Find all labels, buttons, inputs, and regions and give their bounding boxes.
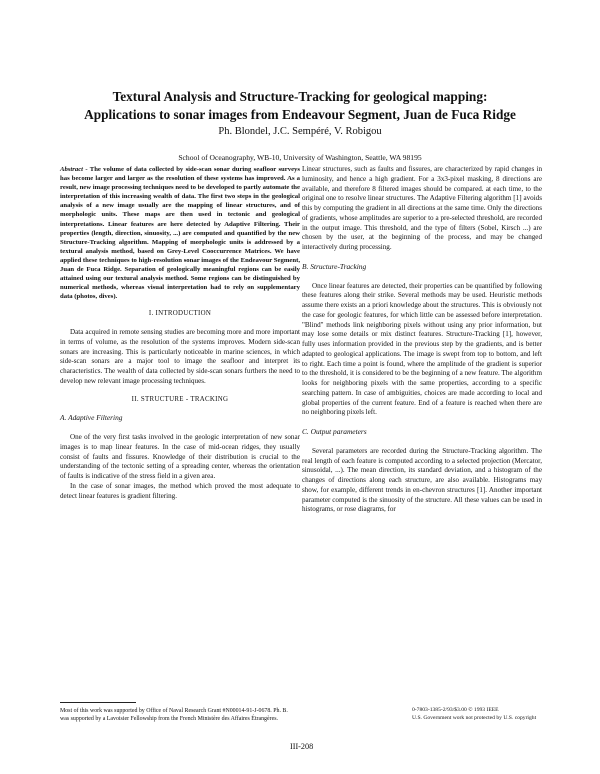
right-column xyxy=(302,165,542,515)
structure-tracking-paragraph: Once linear features are detected, their properties can be quantified by following these features along their strike. Several methods may be used. Heuristic methods assume there exists an a priori knowledge about the structures. This is obviously not the case for geologic features, for which little can be assessed before interpretation. "Blind" methods link neighboring pixels without using any prior information, but may lose some details or mix distinct features. Structure-Tracking [1], however, fully uses information provided in the previous step by the gradients, and is better adapted to geological applications. The image is swept from top to bottom, and left to right. Each time a point is found, where the amplitude of the gradient is superior to the threshold, it is considered to be the beginning of a new feature. The algorithm looks for neighboring pixels with the same properties, according to a specific searching pattern. In case of ambiguities, choices are made according to local and global properties of the current feature. End of a feature is reached when there are no neighboring pixels left. xyxy=(302,281,542,417)
footnote-divider xyxy=(60,702,136,703)
left-column xyxy=(60,165,300,501)
intro-paragraph: Data acquired in remote sensing studies are becoming more and more important in terms of volume, as the resolution of the systems improves. Modern side-scan sonars are increasing. This is particularly noticeable in marine sciences, in which side-scan sonars are a major tool to image the seafloor and interpret its characteristics. The wealth of data collected by side-scan sonars furthers the need to develop new relevant image processing techniques. xyxy=(60,328,300,385)
abstract-text: - The volume of data collected by side-scan sonar during seafloor surveys has become larger and larger as the resolution of these systems has improved. As a result, new image processing techniques need to be developed to partly automate the interpretation of this increasing wealth of data. The first two steps in the geological analysis of a new image usually are the mapping of linear structures, and of morphologic units. These maps are then used in tectonic and geological interpretations. Linear features are here detected by Adaptive Filtering. Their properties (length, direction, sinuosity, ...) are computed and quantified by the new Structure-Tracking algorithm. Mapping of morphologic units is addressed by a textural analysis method, based on Grey-Level Cooccurrence Matrices. We have applied these techniques to high-resolution sonar images of the Endeavour Segment, Juan de Fuca Ridge. Separation of geologically meaningful regions can be easily attained using our textural analysis method. Some regions can be distinguished by numerical methods, whereas visual interpretation had to rely on supplementary data (photos, dives). xyxy=(60,166,300,301)
intro-heading: I. INTRODUCTION xyxy=(148,310,212,318)
funding-footnote: Most of this work was supported by Office of Naval Research Grant #N00014-91-J-0678. Ph. B. was supported by a Lavoisier Fellowship from the French Ministère des Affaires Étrangères. xyxy=(60,708,288,722)
authors: Ph. Blondel, J.C. Sempéré, V. Robigou xyxy=(218,126,382,137)
paper-title xyxy=(40,88,560,124)
structure-tracking-heading: II. STRUCTURE - TRACKING xyxy=(131,395,229,403)
filtering-continued-paragraph: Linear structures, such as faults and fissures, are characterized by rapid changes in luminosity, and hence a high gradient. For a 3x3-pixel masking, 8 directions are available, and therefore 8 filtered images should be compared. at each time, to the original one to resolve linear structures. The Adaptive Filtering algorithm [1] avoids this by computing the gradient in all directions at the same time. Only the directions of gradients, whose amplitudes are superior to a pre-selected threshold, are recorded in the output image. This threshold, and the type of filters (Sobel, Kirsch ...) are chosen by the user, at the beginning of the process, and may be changed interactively during processing. xyxy=(302,165,542,251)
structure-tracking-subheading: B. Structure-Tracking xyxy=(302,261,367,271)
output-parameters-heading: C. Output parameters xyxy=(302,427,367,436)
title-line-1: Textural Analysis and Structure-Tracking for geological mapping: xyxy=(112,89,488,104)
adaptive-filtering-paragraph-1: One of the very first tasks involved in the geologic interpretation of new sonar images is to map linear features. In the case of mid-ocean ridges, they usually consist of faults and fissures. Knowledge of their distribution is crucial to the understanding of the tectonic setting of a spreading center, whereas the orientation of faults is indicative of the stress field in a given area. xyxy=(60,433,300,481)
page-number: III-208 xyxy=(290,742,314,751)
affiliation: School of Oceanography, WB-10, University of Washington, Seattle, WA 98195 xyxy=(178,153,422,162)
copyright-line-2: U.S. Government work not protected by U.S. copyright xyxy=(412,715,537,721)
title-line-2: Applications to sonar images from Endeavour Segment, Juan de Fuca Ridge xyxy=(84,107,516,122)
adaptive-filtering-paragraph-2: In the case of sonar images, the method which proved the most adequate to detect linear features is gradient filtering. xyxy=(60,481,300,500)
copyright-line-1: 0-7803-1385-2/93/$3.00 © 1993 IEEE xyxy=(412,707,499,713)
abstract xyxy=(60,165,300,301)
copyright-notice xyxy=(412,706,572,722)
abstract-label: Abstract xyxy=(60,166,84,173)
output-parameters-paragraph: Several parameters are recorded during the Structure-Tracking algorithm. The real length of each feature is computed according to a selected projection (Mercator, sinusoidal, ...). The mean direction, its standard deviation, and a histogram of the changes of directions along each structure, are also available. Histograms may show, for example, different trends in en-chevron structures [1]. Another important parameter computed is the sinuosity of the structure. All these values can be used in histograms, or rose diagrams, for xyxy=(302,446,542,514)
adaptive-filtering-heading: A. Adaptive Filtering xyxy=(60,413,123,423)
